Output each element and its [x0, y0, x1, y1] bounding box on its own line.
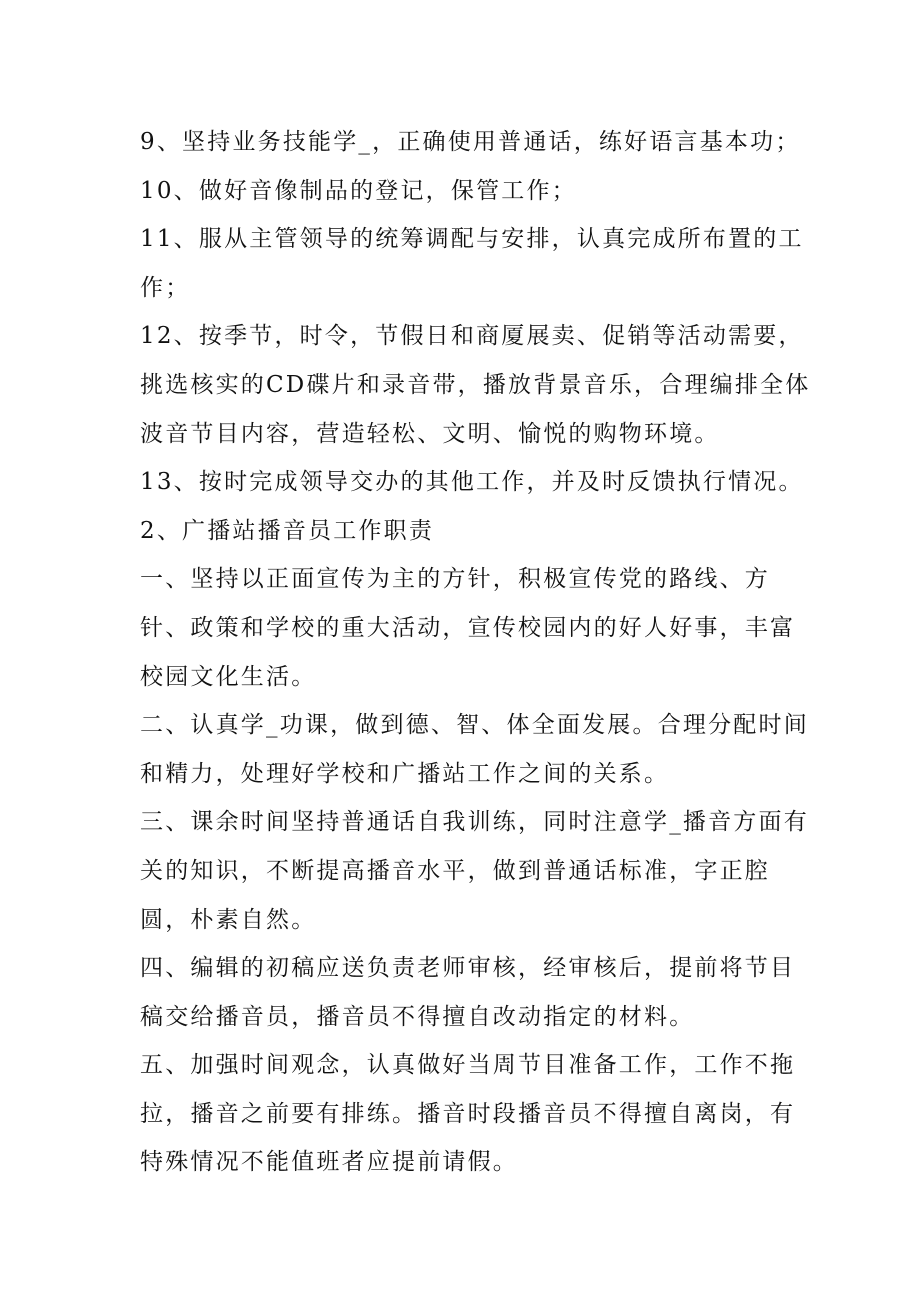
paragraph-item-11: 11、服从主管领导的统筹调配与安排，认真完成所布置的工作； [140, 226, 804, 301]
paragraph-item-13: 13、按时完成领导交办的其他工作，并及时反馈执行情况。 [140, 469, 804, 496]
document-body [140, 118, 820, 1187]
duty-item-3: 三、课余时间坚持普通话自我训练，同时注意学_播音方面有关的知识，不断提高播音水平，做到普通话标准，字正腔圆，朴素自然。 [140, 809, 809, 933]
paragraph-item-12: 12、按季节，时令，节假日和商厦展卖、促销等活动需要，挑选核实的CD碟片和录音带，播放背景音乐，合理编排全体波音节目内容，营造轻松、文明、愉悦的购物环境。 [140, 323, 811, 447]
paragraph-item-10: 10、做好音像制品的登记，保管工作； [140, 177, 577, 204]
paragraph-item-9: 9、坚持业务技能学_，正确使用普通话，练好语言基本功； [140, 129, 801, 155]
duty-item-1: 一、坚持以正面宣传为主的方针，积极宣传党的路线、方针、政策和学校的重大活动，宣传校园内的好人好事，丰富校园文化生活。 [140, 566, 796, 690]
duty-item-2: 二、认真学_功课，做到德、智、体全面发展。合理分配时间和精力，处理好学校和广播站工作之间的关系。 [140, 712, 809, 787]
duty-item-4: 四、编辑的初稿应送负责老师审核，经审核后，提前将节目稿交给播音员，播音员不得擅自改动指定的材料。 [140, 955, 796, 1030]
section-heading-announcer-duties: 2、广播站播音员工作职责 [140, 517, 435, 544]
duty-item-5: 五、加强时间观念，认真做好当周节目准备工作，工作不拖拉，播音之前要有排练。播音时段播音员不得擅自离岗，有特殊情况不能值班者应提前请假。 [140, 1052, 796, 1176]
